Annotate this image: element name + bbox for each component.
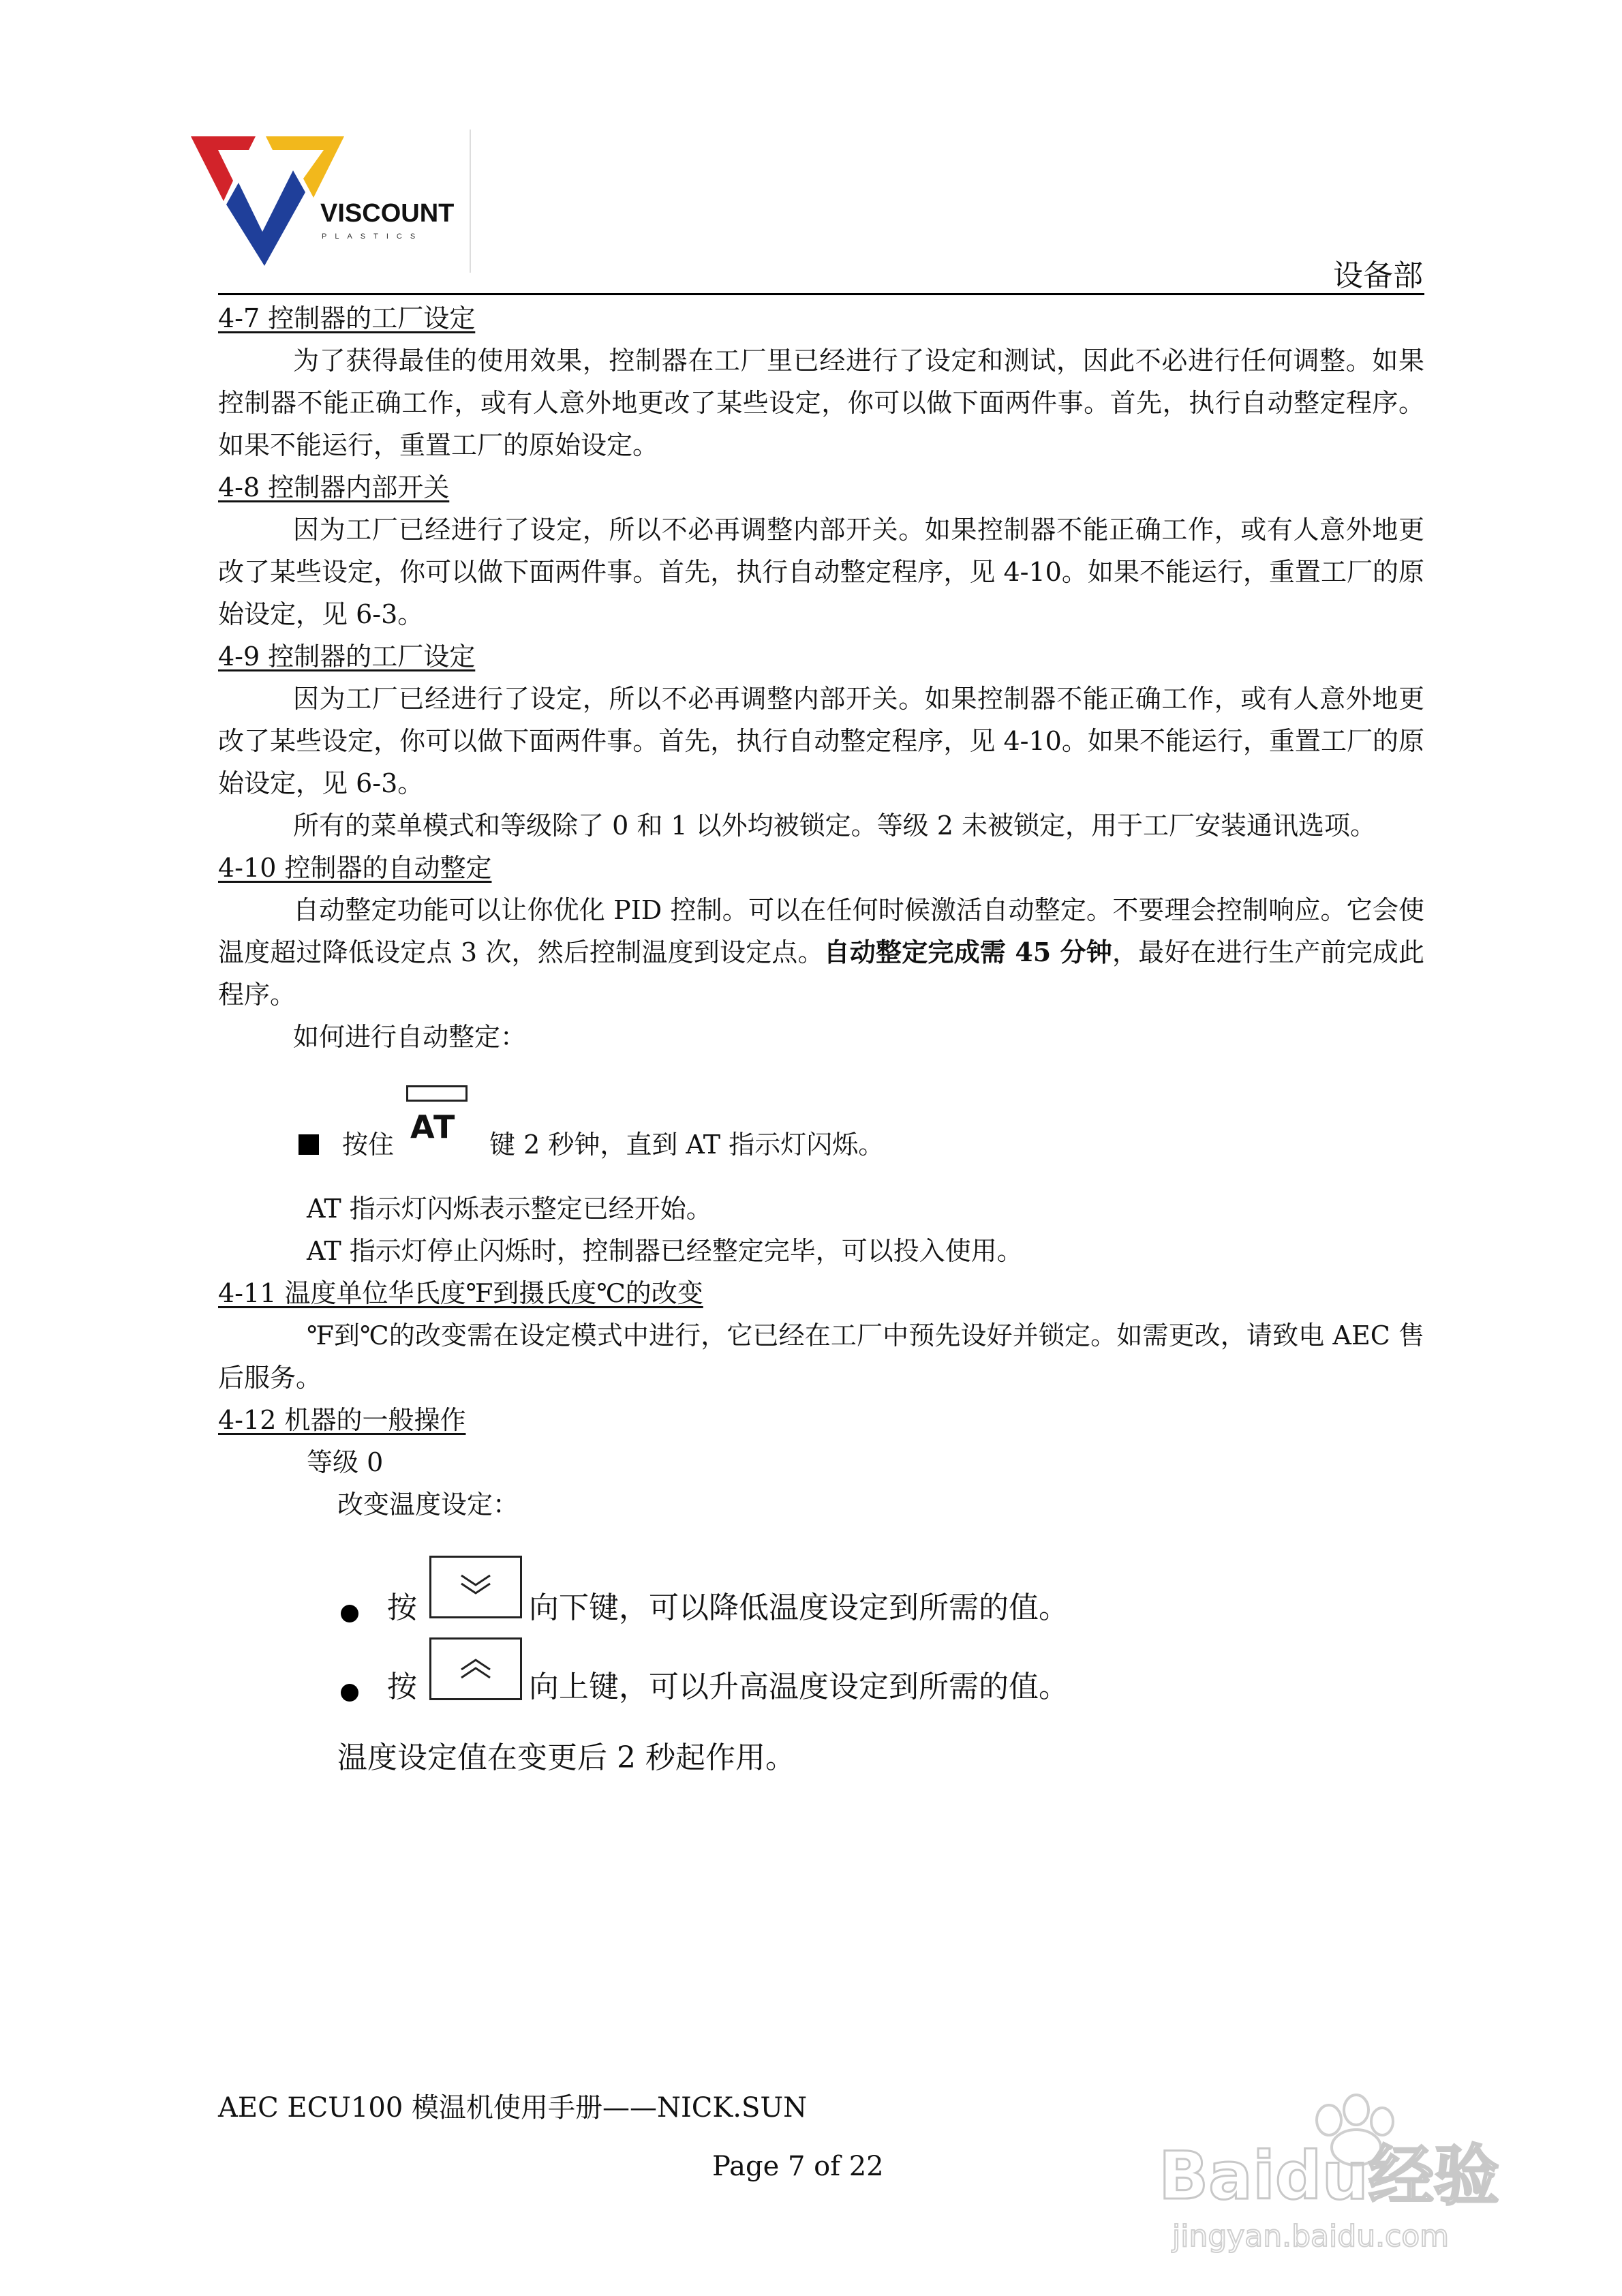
logo-sub-text: PLASTICS — [322, 232, 424, 241]
down-key-desc: 向下键，可以降低温度设定到所需的值。 — [529, 1590, 1069, 1625]
section-paragraph: 为了获得最佳的使用效果，控制器在工厂里已经进行了设定和测试，因此不必进行任何调整。如果控制器不能正确工作，或有人意外地更改了某些设定，你可以做下面两件事。首先，执行自动整定程序。如果不能运行，重置工厂的原始设定。 — [218, 346, 1424, 460]
square-bullet-icon — [299, 1134, 319, 1155]
department-label: 设备部 — [1333, 258, 1423, 293]
at-instruction — [218, 1058, 1424, 1188]
section-paragraph: ℉到℃的改变需在设定模式中进行，它已经在工厂中预先设好并锁定。如需更改，请致电 AEC 售后服务。 — [218, 1320, 1424, 1393]
section-heading-4-8: 4-8 控制器内部开关 — [218, 472, 450, 502]
section-paragraph: 所有的菜单模式和等级除了 0 和 1 以外均被锁定。等级 2 未被锁定，用于工厂安装通讯选项。 — [293, 811, 1377, 841]
at-note-2: AT 指示灯停止闪烁时，控制器已经整定完毕，可以投入使用。 — [307, 1236, 1023, 1266]
press-label: 按 — [387, 1590, 417, 1625]
section-heading-4-12: 4-12 机器的一般操作 — [218, 1405, 466, 1435]
down-key-icon — [429, 1556, 522, 1618]
how-to-label: 如何进行自动整定： — [293, 1022, 527, 1052]
change-label: 改变温度设定： — [337, 1490, 519, 1520]
at-key-label: AT — [410, 1108, 457, 1145]
bullet-icon — [341, 1605, 358, 1622]
watermark-url: jingyan.baidu.com — [1172, 2219, 1450, 2254]
section-paragraph: 自动整定功能可以让你优化 PID 控制。可以在任何时候激活自动整定。不要理会控制响应。它会使温度超过降低设定点 3 次，然后控制温度到设定点。自动整定完成需 45 分钟，最好在进行生产前完成此程序。 — [218, 895, 1424, 1010]
press-label: 按 — [387, 1670, 417, 1704]
header-rule — [218, 293, 1424, 295]
bold-duration-text: 自动整定完成需 45 分钟 — [823, 937, 1112, 967]
page-number: Page 7 of 22 — [712, 2151, 884, 2182]
section-heading-4-11: 4-11 温度单位华氏度℉到摄氏度℃的改变 — [218, 1278, 703, 1308]
up-key-icon — [429, 1637, 522, 1700]
viscount-logo — [191, 130, 477, 273]
press-rest: 键 2 秒钟，直到 AT 指示灯闪烁。 — [489, 1130, 885, 1160]
up-key-instruction — [218, 1655, 1424, 1737]
document-body — [218, 297, 1424, 1779]
at-note-1: AT 指示灯闪烁表示整定已经开始。 — [307, 1194, 712, 1224]
section-heading-4-7: 4-7 控制器的工厂设定 — [218, 303, 476, 333]
final-note: 温度设定值在变更后 2 秒起作用。 — [337, 1740, 795, 1775]
section-heading-4-10: 4-10 控制器的自动整定 — [218, 853, 492, 883]
logo-brand-text: VISCOUNT — [320, 199, 455, 228]
footer-manual-title: AEC ECU100 模温机使用手册——NICK.SUN — [218, 2092, 808, 2124]
watermark-brand: Baidu经验 — [1159, 2138, 1499, 2214]
baidu-watermark — [1152, 2072, 1533, 2263]
down-key-instruction — [218, 1526, 1424, 1655]
level-label: 等级 0 — [307, 1447, 384, 1477]
press-label: 按住 — [342, 1130, 395, 1160]
section-heading-4-9: 4-9 控制器的工厂设定 — [218, 641, 476, 671]
section-paragraph: 因为工厂已经进行了设定，所以不必再调整内部开关。如果控制器不能正确工作，或有人意外地更改了某些设定，你可以做下面两件事。首先，执行自动整定程序，见 4-10。如果不能运行，重置工厂的原始设定，见 6-3。 — [218, 515, 1424, 629]
bullet-icon — [341, 1684, 358, 1702]
up-key-desc: 向上键，可以升高温度设定到所需的值。 — [529, 1670, 1069, 1704]
section-paragraph: 因为工厂已经进行了设定，所以不必再调整内部开关。如果控制器不能正确工作，或有人意外地更改了某些设定，你可以做下面两件事。首先，执行自动整定程序，见 4-10。如果不能运行，重置工厂的原始设定，见 6-3。 — [218, 684, 1424, 798]
